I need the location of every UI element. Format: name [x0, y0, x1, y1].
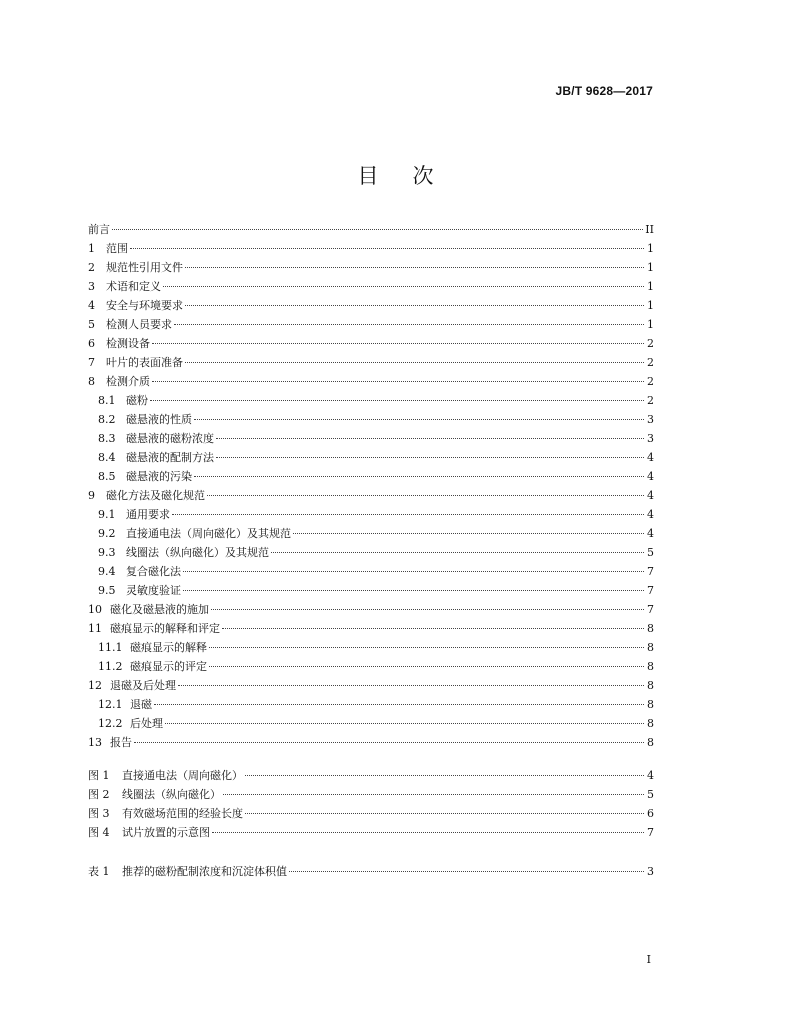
toc-entry-label: 线圈法（纵向磁化）及其规范: [126, 546, 269, 559]
dot-leader: [222, 628, 644, 629]
toc-entry[interactable]: [88, 391, 654, 410]
toc-entry[interactable]: [88, 296, 654, 315]
toc-entry-number: 8.4: [98, 451, 116, 464]
toc-entry-number: 9.4: [98, 565, 116, 578]
toc-entry[interactable]: [88, 543, 654, 562]
toc-entry-label: 范围: [106, 242, 128, 255]
dot-leader: [185, 362, 644, 363]
toc-entry-page: 8: [647, 679, 654, 692]
toc-entry-label: 磁悬液的配制方法: [126, 451, 214, 464]
toc-entry-number: 8.2: [98, 413, 116, 426]
toc-entry[interactable]: [88, 524, 654, 543]
dot-leader: [163, 286, 644, 287]
toc-entry[interactable]: [88, 277, 654, 296]
toc-entry-label: 叶片的表面准备: [106, 356, 183, 369]
toc-entry-number: 9.3: [98, 546, 116, 559]
toc-entry-page: 4: [647, 470, 654, 483]
toc-entry-page: 6: [647, 807, 654, 820]
dot-leader: [154, 704, 644, 705]
toc-entry[interactable]: [88, 695, 654, 714]
toc-entry-label: 线圈法（纵向磁化）: [122, 788, 221, 801]
toc-entry-label: 术语和定义: [106, 280, 161, 293]
toc-entry-number: 7: [88, 356, 95, 369]
toc-entry-label: 直接通电法（周向磁化）及其规范: [126, 527, 291, 540]
toc-entry[interactable]: [88, 733, 654, 752]
toc-entry[interactable]: [88, 258, 654, 277]
dot-leader: [185, 305, 644, 306]
dot-leader: [216, 457, 644, 458]
toc-entry-label: 直接通电法（周向磁化）: [122, 769, 243, 782]
toc-entry-number: 12: [88, 679, 102, 692]
toc-figure-list: [88, 766, 654, 842]
dot-leader: [211, 609, 644, 610]
dot-leader: [183, 590, 644, 591]
toc-figure-entry[interactable]: [88, 766, 654, 785]
toc-entry[interactable]: [88, 448, 654, 467]
toc-entry[interactable]: [88, 315, 654, 334]
dot-leader: [194, 476, 644, 477]
dot-leader: [165, 723, 644, 724]
toc-entry-number: 9: [88, 489, 95, 502]
dot-leader: [209, 647, 644, 648]
toc-entry-label: 磁痕显示的解释和评定: [110, 622, 220, 635]
dot-leader: [293, 533, 644, 534]
toc-entry-label: 磁化及磁悬液的施加: [110, 603, 209, 616]
toc-entry-number: 1: [88, 242, 95, 255]
dot-leader: [185, 267, 644, 268]
toc-figure-entry[interactable]: [88, 785, 654, 804]
toc-entry-page: 4: [647, 489, 654, 502]
toc-table-list: [88, 862, 654, 881]
toc-entry-number: 9.5: [98, 584, 116, 597]
toc-entry-page: 4: [647, 508, 654, 521]
toc-entry-page: 4: [647, 769, 654, 782]
toc-entry-label: 有效磁场范围的经验长度: [122, 807, 243, 820]
toc-entry-page: 8: [647, 641, 654, 654]
dot-leader: [207, 495, 644, 496]
toc-entry-label: 磁悬液的污染: [126, 470, 192, 483]
toc-entry[interactable]: [88, 334, 654, 353]
toc-entry-label: 退磁: [130, 698, 152, 711]
toc-entry-label: 复合磁化法: [126, 565, 181, 578]
toc-entry[interactable]: [88, 372, 654, 391]
toc-entry-page: 3: [647, 413, 654, 426]
toc-entry[interactable]: [88, 676, 654, 695]
toc-entry-label: 推荐的磁粉配制浓度和沉淀体积值: [122, 865, 287, 878]
toc-entry-page: 5: [647, 788, 654, 801]
toc-entry-number: 9.2: [98, 527, 116, 540]
toc-entry-number: 6: [88, 337, 95, 350]
dot-leader: [271, 552, 644, 553]
toc-entry[interactable]: [88, 638, 654, 657]
toc-figure-entry[interactable]: [88, 823, 654, 842]
toc-entry-page: 2: [647, 337, 654, 350]
toc-entry-number: 3: [88, 280, 95, 293]
toc-entry[interactable]: [88, 353, 654, 372]
toc-entry-label: 磁痕显示的评定: [130, 660, 207, 673]
toc-entry-label: 退磁及后处理: [110, 679, 176, 692]
dot-leader: [216, 438, 644, 439]
toc-entry-label: 检测人员要求: [106, 318, 172, 331]
toc-entry-page: II: [645, 223, 654, 236]
toc-entry[interactable]: [88, 239, 654, 258]
toc-entry[interactable]: [88, 429, 654, 448]
toc-entry[interactable]: [88, 505, 654, 524]
toc-entry-label: 报告: [110, 736, 132, 749]
toc-entry-number: 8.5: [98, 470, 116, 483]
dot-leader: [183, 571, 644, 572]
dot-leader: [212, 832, 644, 833]
dot-leader: [130, 248, 644, 249]
toc-entry-page: 2: [647, 375, 654, 388]
toc-entry-page: 7: [647, 826, 654, 839]
toc-entry-number: 8.3: [98, 432, 116, 445]
toc-entry-page: 4: [647, 527, 654, 540]
title-part-2: 次: [412, 164, 434, 188]
toc-entry-label: 磁粉: [126, 394, 148, 407]
toc-entry[interactable]: [88, 220, 654, 239]
toc-entry-number: 12.2: [98, 717, 123, 730]
dot-leader: [172, 514, 644, 515]
toc-entry-label: 磁悬液的性质: [126, 413, 192, 426]
toc-entry-number: 10: [88, 603, 102, 616]
toc-figure-entry[interactable]: [88, 804, 654, 823]
toc-entry-number: 4: [88, 299, 95, 312]
toc-main-list: [88, 220, 654, 752]
toc-entry-number: 13: [88, 736, 102, 749]
toc-entry-label: 安全与环境要求: [106, 299, 183, 312]
dot-leader: [245, 775, 644, 776]
dot-leader: [289, 871, 644, 872]
page-title: [0, 160, 791, 190]
toc-entry-label: 磁悬液的磁粉浓度: [126, 432, 214, 445]
toc-entry-label: 规范性引用文件: [106, 261, 183, 274]
toc-entry-page: 7: [647, 584, 654, 597]
dot-leader: [223, 794, 644, 795]
dot-leader: [152, 343, 644, 344]
dot-leader: [178, 685, 644, 686]
toc-entry-label: 检测介质: [106, 375, 150, 388]
toc-entry-label: 磁化方法及磁化规范: [106, 489, 205, 502]
toc-entry-label: 通用要求: [126, 508, 170, 521]
dot-leader: [209, 666, 644, 667]
toc-entry[interactable]: [88, 714, 654, 733]
toc-entry-page: 7: [647, 565, 654, 578]
toc-entry-number: 2: [88, 261, 95, 274]
dot-leader: [194, 419, 644, 420]
toc-entry-label: 磁痕显示的解释: [130, 641, 207, 654]
toc-entry-label: 灵敏度验证: [126, 584, 181, 597]
toc-entry-number: 11.1: [98, 641, 123, 654]
toc-entry-number: 表 1: [88, 865, 110, 878]
toc-entry-page: 5: [647, 546, 654, 559]
toc-entry-page: 8: [647, 622, 654, 635]
toc-entry-page: 2: [647, 356, 654, 369]
toc-entry[interactable]: [88, 562, 654, 581]
toc-entry-number: 12.1: [98, 698, 123, 711]
toc-entry-number: 8: [88, 375, 95, 388]
dot-leader: [245, 813, 644, 814]
toc-entry-page: 7: [647, 603, 654, 616]
toc-entry-label: 试片放置的示意图: [122, 826, 210, 839]
toc-entry[interactable]: [88, 581, 654, 600]
toc-entry-number: 图 2: [88, 788, 110, 801]
dot-leader: [112, 229, 643, 230]
toc-entry-number: 11.2: [98, 660, 123, 673]
toc-entry-page: 1: [647, 318, 654, 331]
toc-entry[interactable]: [88, 619, 654, 638]
standard-code: JB/T 9628—2017: [555, 84, 653, 98]
toc-entry-page: 1: [647, 261, 654, 274]
toc-entry-number: 图 3: [88, 807, 110, 820]
toc-entry-label: 后处理: [130, 717, 163, 730]
toc-entry-number: 8.1: [98, 394, 116, 407]
toc-entry-page: 4: [647, 451, 654, 464]
toc-entry-page: 3: [647, 865, 654, 878]
toc-entry-label: 前言: [88, 223, 110, 236]
toc-entry-page: 1: [647, 299, 654, 312]
toc-entry-page: 8: [647, 660, 654, 673]
toc-entry-number: 图 4: [88, 826, 110, 839]
toc-entry-page: 1: [647, 242, 654, 255]
title-part-1: 目: [357, 164, 379, 188]
toc-entry-page: 8: [647, 698, 654, 711]
toc-entry-page: 2: [647, 394, 654, 407]
toc-entry-page: 8: [647, 717, 654, 730]
dot-leader: [134, 742, 644, 743]
toc-entry-page: 3: [647, 432, 654, 445]
toc-entry-number: 图 1: [88, 769, 110, 782]
toc-entry[interactable]: [88, 600, 654, 619]
toc-entry[interactable]: [88, 486, 654, 505]
toc-entry-number: 11: [88, 622, 102, 635]
toc-entry[interactable]: [88, 657, 654, 676]
toc-entry-number: 9.1: [98, 508, 116, 521]
dot-leader: [152, 381, 644, 382]
toc-entry[interactable]: [88, 410, 654, 429]
toc-entry-page: 8: [647, 736, 654, 749]
toc-entry-page: 1: [647, 280, 654, 293]
toc-entry[interactable]: [88, 467, 654, 486]
dot-leader: [174, 324, 644, 325]
toc-entry-label: 检测设备: [106, 337, 150, 350]
toc-figure-entry[interactable]: [88, 862, 654, 881]
dot-leader: [150, 400, 644, 401]
toc-entry-number: 5: [88, 318, 95, 331]
page-number: I: [646, 953, 651, 966]
